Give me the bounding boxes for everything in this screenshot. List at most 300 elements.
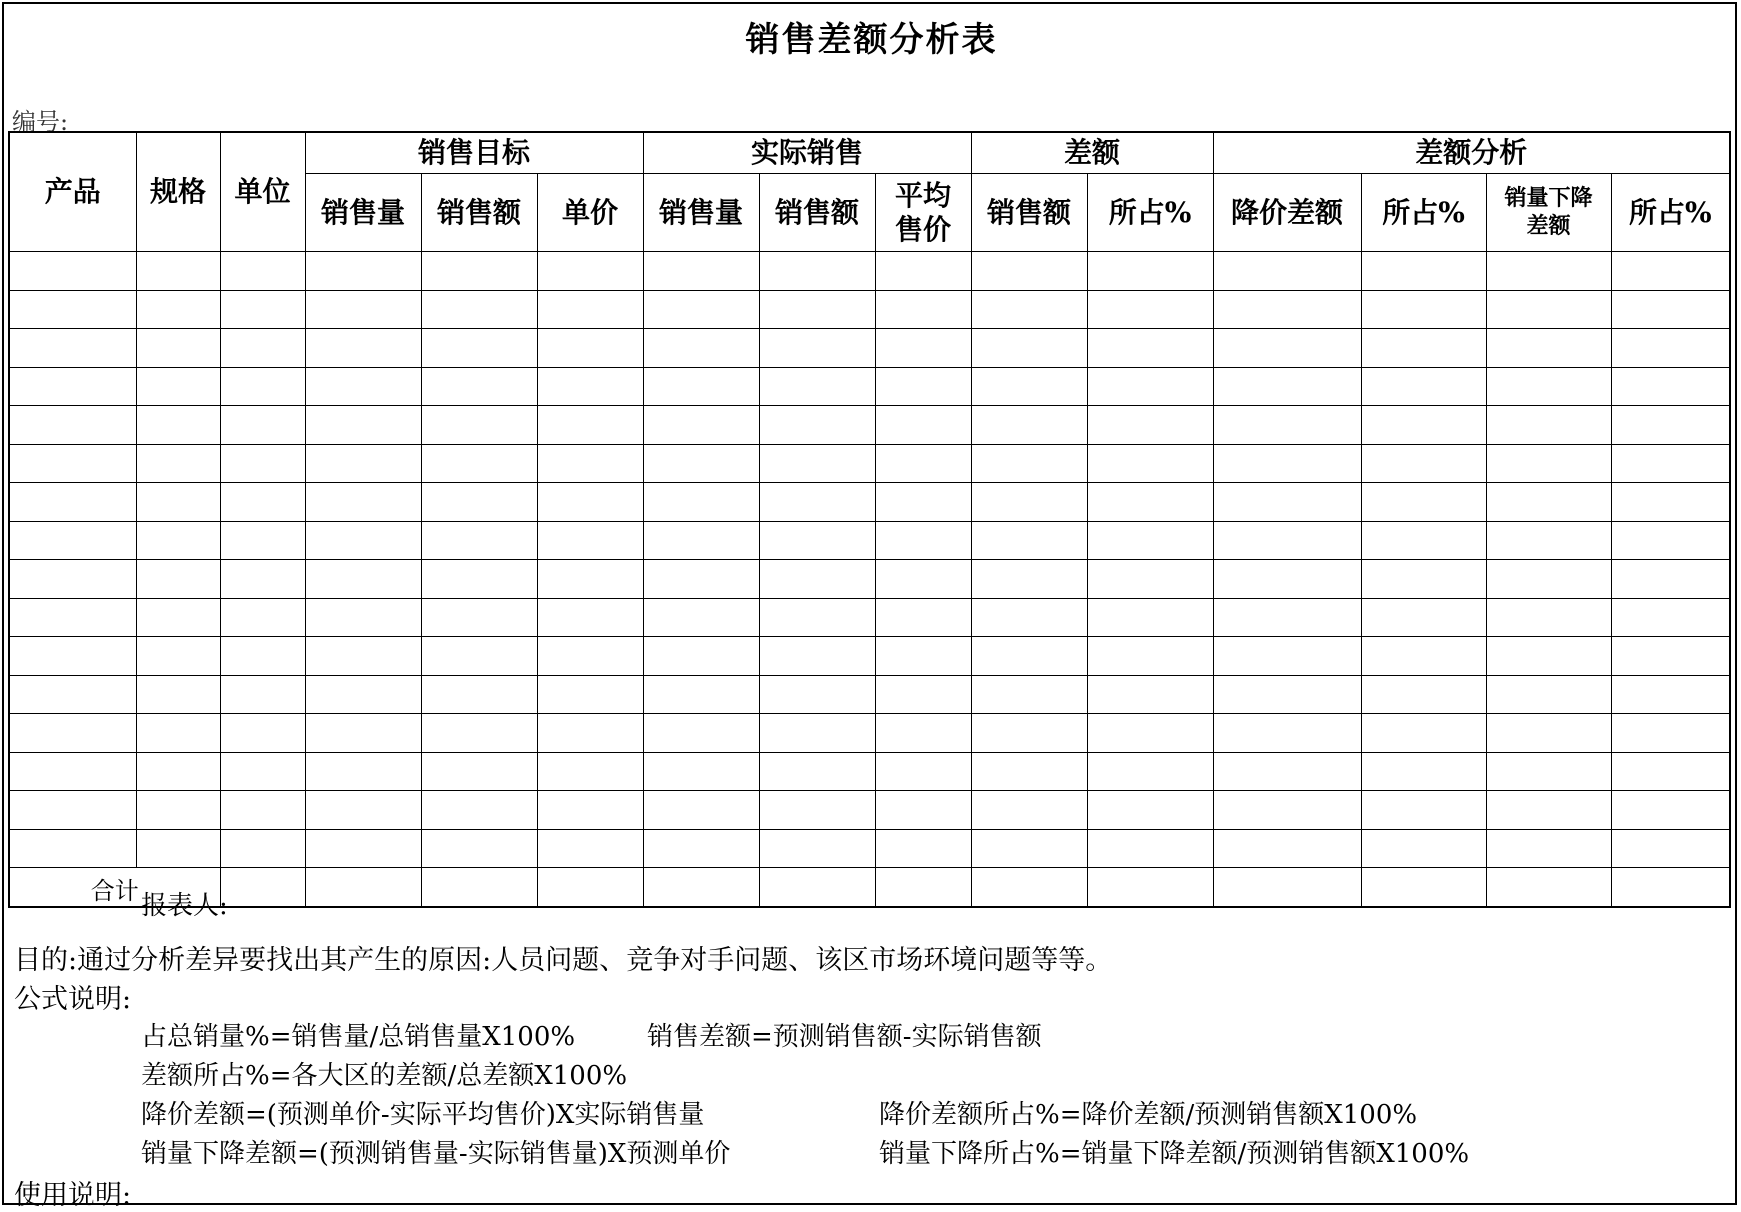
table-cell[interactable] <box>421 560 537 599</box>
formula-line: 降价差额所占%=降价差额/预测销售额X100% <box>879 1100 1418 1130</box>
table-cell[interactable] <box>875 637 971 676</box>
table-cell[interactable] <box>1611 560 1730 599</box>
table-cell[interactable] <box>759 791 875 830</box>
table-cell[interactable] <box>1361 521 1486 560</box>
table-cell[interactable] <box>421 367 537 406</box>
table-cell[interactable] <box>1486 675 1611 714</box>
total-cell[interactable] <box>1611 868 1730 907</box>
table-cell[interactable] <box>9 829 136 868</box>
table-cell[interactable] <box>1087 290 1213 329</box>
table-cell[interactable] <box>1611 714 1730 753</box>
table-cell[interactable] <box>220 521 305 560</box>
table-cell[interactable] <box>1087 367 1213 406</box>
table-cell[interactable] <box>1486 521 1611 560</box>
table-cell[interactable] <box>537 791 643 830</box>
table-cell[interactable] <box>537 290 643 329</box>
table-cell[interactable] <box>875 714 971 753</box>
table-cell[interactable] <box>136 829 220 868</box>
table-row <box>9 483 1730 522</box>
table-cell[interactable] <box>1213 829 1361 868</box>
table-cell[interactable] <box>1611 791 1730 830</box>
table-cell[interactable] <box>9 290 136 329</box>
table-cell[interactable] <box>305 791 421 830</box>
table-cell[interactable] <box>220 752 305 791</box>
table-cell[interactable] <box>1611 444 1730 483</box>
table-cell[interactable] <box>220 290 305 329</box>
table-cell[interactable] <box>875 252 971 291</box>
table-cell[interactable] <box>1213 598 1361 637</box>
table-cell[interactable] <box>1611 829 1730 868</box>
table-cell[interactable] <box>971 829 1087 868</box>
table-cell[interactable] <box>875 598 971 637</box>
table-cell[interactable] <box>1213 252 1361 291</box>
header-product: 产品 <box>9 132 136 252</box>
table-cell[interactable] <box>537 714 643 753</box>
table-cell[interactable] <box>537 444 643 483</box>
table-cell[interactable] <box>305 252 421 291</box>
total-cell[interactable] <box>759 868 875 907</box>
table-cell[interactable] <box>643 406 759 445</box>
table-cell[interactable] <box>1611 406 1730 445</box>
table-cell[interactable] <box>537 752 643 791</box>
table-cell[interactable] <box>421 483 537 522</box>
table-cell[interactable] <box>1213 367 1361 406</box>
table-cell[interactable] <box>220 791 305 830</box>
table-cell[interactable] <box>1361 675 1486 714</box>
header-diff-pct: 所占% <box>1087 174 1213 252</box>
table-cell[interactable] <box>1486 598 1611 637</box>
table-cell[interactable] <box>1087 444 1213 483</box>
table-cell[interactable] <box>1213 521 1361 560</box>
total-cell[interactable] <box>643 868 759 907</box>
table-cell[interactable] <box>1087 675 1213 714</box>
table-cell[interactable] <box>875 752 971 791</box>
header-spec: 规格 <box>136 132 220 252</box>
table-cell[interactable] <box>421 829 537 868</box>
table-cell[interactable] <box>537 521 643 560</box>
table-cell[interactable] <box>1087 637 1213 676</box>
table-cell[interactable] <box>537 367 643 406</box>
table-cell[interactable] <box>1611 637 1730 676</box>
table-cell[interactable] <box>759 714 875 753</box>
table-cell[interactable] <box>1087 329 1213 368</box>
table-cell[interactable] <box>759 560 875 599</box>
table-cell[interactable] <box>220 367 305 406</box>
table-cell[interactable] <box>9 406 136 445</box>
table-cell[interactable] <box>421 598 537 637</box>
total-cell[interactable] <box>875 868 971 907</box>
table-cell[interactable] <box>1361 290 1486 329</box>
table-cell[interactable] <box>1361 637 1486 676</box>
table-cell[interactable] <box>1486 637 1611 676</box>
total-cell[interactable] <box>220 868 305 907</box>
table-cell[interactable] <box>971 714 1087 753</box>
table-cell[interactable] <box>643 367 759 406</box>
table-cell[interactable] <box>1087 752 1213 791</box>
table-cell[interactable] <box>971 637 1087 676</box>
table-cell[interactable] <box>1361 752 1486 791</box>
table-cell[interactable] <box>1486 290 1611 329</box>
table-cell[interactable] <box>9 521 136 560</box>
table-cell[interactable] <box>421 714 537 753</box>
table-cell[interactable] <box>136 367 220 406</box>
table-cell[interactable] <box>537 637 643 676</box>
table-cell[interactable] <box>421 290 537 329</box>
table-cell[interactable] <box>1361 714 1486 753</box>
table-cell[interactable] <box>421 406 537 445</box>
table-cell[interactable] <box>1361 560 1486 599</box>
table-cell[interactable] <box>136 791 220 830</box>
table-cell[interactable] <box>875 329 971 368</box>
formula-line: 销量下降所占%=销量下降差额/预测销售额X100% <box>879 1139 1470 1169</box>
table-cell[interactable] <box>9 752 136 791</box>
table-cell[interactable] <box>1611 521 1730 560</box>
table-cell[interactable] <box>971 675 1087 714</box>
header-price-drop-pct: 所占% <box>1361 174 1486 252</box>
table-cell[interactable] <box>643 329 759 368</box>
table-row <box>9 675 1730 714</box>
table-cell[interactable] <box>1087 483 1213 522</box>
table-cell[interactable] <box>220 598 305 637</box>
table-cell[interactable] <box>220 483 305 522</box>
table-cell[interactable] <box>136 290 220 329</box>
table-row <box>9 444 1730 483</box>
table-cell[interactable] <box>643 791 759 830</box>
table-cell[interactable] <box>643 675 759 714</box>
table-cell[interactable] <box>1087 791 1213 830</box>
table-row <box>9 406 1730 445</box>
table-row <box>9 752 1730 791</box>
table-cell[interactable] <box>1361 791 1486 830</box>
table-cell[interactable] <box>1213 791 1361 830</box>
table-cell[interactable] <box>643 252 759 291</box>
table-cell[interactable] <box>1611 329 1730 368</box>
table-cell[interactable] <box>9 252 136 291</box>
table-cell[interactable] <box>537 483 643 522</box>
total-cell[interactable] <box>971 868 1087 907</box>
header-actual-sales: 实际销售 <box>643 132 971 174</box>
table-cell[interactable] <box>1087 829 1213 868</box>
table-row <box>9 829 1730 868</box>
table-row <box>9 252 1730 291</box>
table-cell[interactable] <box>537 829 643 868</box>
table-cell[interactable] <box>1361 367 1486 406</box>
table-cell[interactable] <box>1486 444 1611 483</box>
table-cell[interactable] <box>220 252 305 291</box>
table-cell[interactable] <box>421 637 537 676</box>
table-row <box>9 598 1730 637</box>
table-cell[interactable] <box>759 521 875 560</box>
table-cell[interactable] <box>1361 406 1486 445</box>
table-cell[interactable] <box>220 444 305 483</box>
table-cell[interactable] <box>421 752 537 791</box>
table-cell[interactable] <box>421 675 537 714</box>
table-cell[interactable] <box>971 367 1087 406</box>
formula-line: 销量下降差额=(预测销售量-实际销售量)X预测单价 <box>141 1139 731 1169</box>
table-cell[interactable] <box>136 329 220 368</box>
table-cell[interactable] <box>643 483 759 522</box>
total-cell[interactable] <box>305 868 421 907</box>
table-cell[interactable] <box>1486 752 1611 791</box>
table-cell[interactable] <box>1213 329 1361 368</box>
table-cell[interactable] <box>759 406 875 445</box>
table-cell[interactable] <box>971 560 1087 599</box>
table-cell[interactable] <box>1361 829 1486 868</box>
table-cell[interactable] <box>875 406 971 445</box>
table-cell[interactable] <box>971 406 1087 445</box>
table-cell[interactable] <box>537 560 643 599</box>
table-cell[interactable] <box>220 329 305 368</box>
table-row <box>9 714 1730 753</box>
header-qty-drop-line1: 销量下降 <box>1504 185 1593 211</box>
table-cell[interactable] <box>759 483 875 522</box>
table-cell[interactable] <box>643 444 759 483</box>
table-cell[interactable] <box>1087 406 1213 445</box>
table-cell[interactable] <box>1361 252 1486 291</box>
table-cell[interactable] <box>220 560 305 599</box>
table-cell[interactable] <box>971 598 1087 637</box>
table-cell[interactable] <box>1213 406 1361 445</box>
table-cell[interactable] <box>1611 598 1730 637</box>
table-row <box>9 560 1730 599</box>
table-cell[interactable] <box>421 521 537 560</box>
table-cell[interactable] <box>537 598 643 637</box>
table-cell[interactable] <box>1361 329 1486 368</box>
table-cell[interactable] <box>1087 714 1213 753</box>
table-cell[interactable] <box>1486 329 1611 368</box>
table-cell[interactable] <box>1611 367 1730 406</box>
table-cell[interactable] <box>1486 829 1611 868</box>
table-cell[interactable] <box>1486 367 1611 406</box>
table-cell[interactable] <box>759 329 875 368</box>
table-cell[interactable] <box>643 752 759 791</box>
header-actual-amount: 销售额 <box>759 174 875 252</box>
table-cell[interactable] <box>875 367 971 406</box>
table-cell[interactable] <box>875 791 971 830</box>
formula-line: 差额所占%=各大区的差额/总差额X100% <box>141 1061 628 1091</box>
table-cell[interactable] <box>305 521 421 560</box>
header-difference: 差额 <box>971 132 1213 174</box>
table-cell[interactable] <box>220 714 305 753</box>
header-target-amount: 销售额 <box>421 174 537 252</box>
table-cell[interactable] <box>136 637 220 676</box>
table-cell[interactable] <box>971 252 1087 291</box>
table-cell[interactable] <box>875 483 971 522</box>
total-cell[interactable] <box>421 868 537 907</box>
table-cell[interactable] <box>136 252 220 291</box>
total-label: 合计 <box>9 868 220 907</box>
table-cell[interactable] <box>305 598 421 637</box>
table-row <box>9 791 1730 830</box>
table-cell[interactable] <box>971 444 1087 483</box>
table-cell[interactable] <box>537 252 643 291</box>
table-cell[interactable] <box>136 714 220 753</box>
table-cell[interactable] <box>1611 675 1730 714</box>
table-cell[interactable] <box>9 329 136 368</box>
table-cell[interactable] <box>220 406 305 445</box>
table-cell[interactable] <box>9 791 136 830</box>
table-cell[interactable] <box>537 675 643 714</box>
header-sales-target: 销售目标 <box>305 132 643 174</box>
table-cell[interactable] <box>305 483 421 522</box>
reporter-label: 报表人: <box>141 891 228 921</box>
header-qty-drop-pct: 所占% <box>1611 174 1730 252</box>
sheet <box>2 2 1737 1211</box>
table-cell[interactable] <box>1213 637 1361 676</box>
table-cell[interactable] <box>643 521 759 560</box>
table-cell[interactable] <box>1486 406 1611 445</box>
table-cell[interactable] <box>1213 560 1361 599</box>
table-cell[interactable] <box>1486 252 1611 291</box>
header-target-qty: 销售量 <box>305 174 421 252</box>
formula-line: 降价差额=(预测单价-实际平均售价)X实际销售量 <box>141 1100 705 1130</box>
table-cell[interactable] <box>9 675 136 714</box>
table-cell[interactable] <box>305 406 421 445</box>
table-cell[interactable] <box>759 598 875 637</box>
table-cell[interactable] <box>305 637 421 676</box>
table-cell[interactable] <box>875 290 971 329</box>
table-cell[interactable] <box>875 521 971 560</box>
table-cell[interactable] <box>305 752 421 791</box>
table-cell[interactable] <box>9 637 136 676</box>
table-cell[interactable] <box>9 560 136 599</box>
table-cell[interactable] <box>971 290 1087 329</box>
table-cell[interactable] <box>220 829 305 868</box>
header-avg-price-line1: 平均 <box>894 178 951 212</box>
table-cell[interactable] <box>136 675 220 714</box>
table-cell[interactable] <box>136 752 220 791</box>
table-cell[interactable] <box>1611 483 1730 522</box>
table-cell[interactable] <box>1213 444 1361 483</box>
table-cell[interactable] <box>1213 290 1361 329</box>
purpose-text: 目的:通过分析差异要找出其产生的原因:人员问题、竞争对手问题、该区市场环境问题等等。 <box>14 945 1113 976</box>
table-cell[interactable] <box>759 290 875 329</box>
table-cell[interactable] <box>136 521 220 560</box>
header-difference-analysis: 差额分析 <box>1213 132 1730 174</box>
total-cell[interactable] <box>537 868 643 907</box>
table-cell[interactable] <box>537 329 643 368</box>
table-row <box>9 637 1730 676</box>
table-cell[interactable] <box>136 444 220 483</box>
table-cell[interactable] <box>759 752 875 791</box>
table-cell[interactable] <box>1486 560 1611 599</box>
header-qty-drop-diff <box>1486 174 1611 252</box>
table-cell[interactable] <box>305 367 421 406</box>
table-cell[interactable] <box>9 598 136 637</box>
table-cell[interactable] <box>305 290 421 329</box>
total-row <box>9 868 1730 907</box>
usage-title: 使用说明: <box>14 1180 132 1211</box>
table-cell[interactable] <box>1361 444 1486 483</box>
header-diff-amount: 销售额 <box>971 174 1087 252</box>
table-cell[interactable] <box>9 714 136 753</box>
table-cell[interactable] <box>643 637 759 676</box>
total-cell[interactable] <box>1361 868 1486 907</box>
table-row <box>9 290 1730 329</box>
table-cell[interactable] <box>1087 598 1213 637</box>
table-cell[interactable] <box>305 714 421 753</box>
table-cell[interactable] <box>9 444 136 483</box>
table-cell[interactable] <box>759 675 875 714</box>
table-cell[interactable] <box>971 752 1087 791</box>
table-cell[interactable] <box>537 406 643 445</box>
table-cell[interactable] <box>305 675 421 714</box>
table-cell[interactable] <box>759 367 875 406</box>
table-cell[interactable] <box>9 483 136 522</box>
table-cell[interactable] <box>759 829 875 868</box>
table-cell[interactable] <box>421 444 537 483</box>
table-cell[interactable] <box>136 483 220 522</box>
formula-line: 销售差额=预测销售额-实际销售额 <box>647 1022 1042 1052</box>
table-cell[interactable] <box>1213 483 1361 522</box>
table-cell[interactable] <box>1213 675 1361 714</box>
table-cell[interactable] <box>305 329 421 368</box>
table-cell[interactable] <box>1087 521 1213 560</box>
total-cell[interactable] <box>1486 868 1611 907</box>
table-cell[interactable] <box>1361 483 1486 522</box>
table-cell[interactable] <box>759 444 875 483</box>
table-cell[interactable] <box>136 598 220 637</box>
table-cell[interactable] <box>643 829 759 868</box>
table-cell[interactable] <box>971 483 1087 522</box>
total-cell[interactable] <box>1213 868 1361 907</box>
header-actual-avg-price <box>875 174 971 252</box>
table-cell[interactable] <box>643 714 759 753</box>
table-cell[interactable] <box>971 791 1087 830</box>
table-cell[interactable] <box>759 637 875 676</box>
table-cell[interactable] <box>875 829 971 868</box>
table-cell[interactable] <box>421 252 537 291</box>
table-cell[interactable] <box>9 367 136 406</box>
table-cell[interactable] <box>1486 714 1611 753</box>
table-cell[interactable] <box>136 406 220 445</box>
table-cell[interactable] <box>875 444 971 483</box>
table-cell[interactable] <box>643 290 759 329</box>
table-cell[interactable] <box>971 521 1087 560</box>
table-cell[interactable] <box>305 560 421 599</box>
table-cell[interactable] <box>875 675 971 714</box>
table-cell[interactable] <box>643 598 759 637</box>
table-cell[interactable] <box>759 252 875 291</box>
table-row <box>9 329 1730 368</box>
table-cell[interactable] <box>1213 752 1361 791</box>
table-row <box>9 521 1730 560</box>
table-cell[interactable] <box>1611 752 1730 791</box>
header-avg-price-line2: 售价 <box>894 212 951 246</box>
table-cell[interactable] <box>971 329 1087 368</box>
table-cell[interactable] <box>1361 598 1486 637</box>
table-cell[interactable] <box>1087 560 1213 599</box>
table-cell[interactable] <box>421 791 537 830</box>
table-cell[interactable] <box>1611 290 1730 329</box>
table-cell[interactable] <box>136 560 220 599</box>
total-cell[interactable] <box>1087 868 1213 907</box>
table-cell[interactable] <box>1486 791 1611 830</box>
table-cell[interactable] <box>1087 252 1213 291</box>
table-cell[interactable] <box>220 675 305 714</box>
table-cell[interactable] <box>1611 252 1730 291</box>
table-cell[interactable] <box>305 444 421 483</box>
table-cell[interactable] <box>1213 714 1361 753</box>
table-cell[interactable] <box>421 329 537 368</box>
table-cell[interactable] <box>220 637 305 676</box>
table-cell[interactable] <box>875 560 971 599</box>
formula-line: 占总销量%=销售量/总销售量X100% <box>141 1022 576 1052</box>
sales-diff-table <box>8 131 1731 908</box>
table-cell[interactable] <box>305 829 421 868</box>
table-cell[interactable] <box>643 560 759 599</box>
table-cell[interactable] <box>1486 483 1611 522</box>
